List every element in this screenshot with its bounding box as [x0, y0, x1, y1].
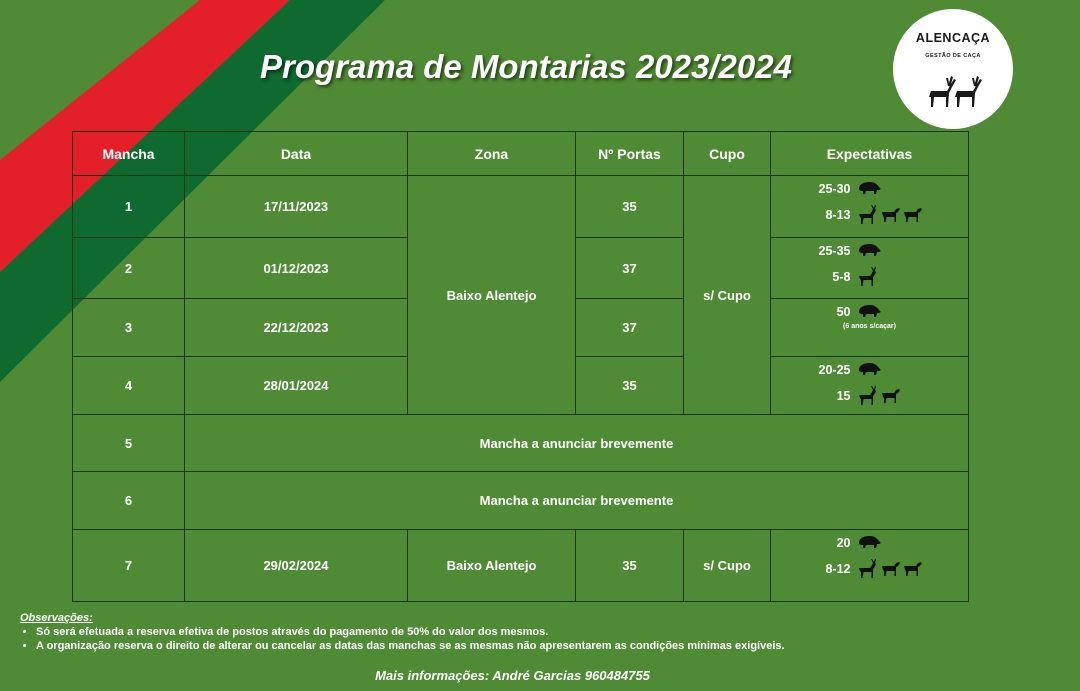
animal-icons — [857, 303, 931, 322]
deer-icon — [903, 206, 923, 225]
cell-cupo: s/ Cupo — [684, 176, 771, 415]
boar-icon — [857, 534, 881, 553]
expectativa-number: 20 — [836, 536, 851, 550]
boar-icon — [857, 180, 881, 199]
cell-portas: 37 — [576, 238, 684, 299]
stag-icon — [857, 385, 879, 408]
cell-announcement: Mancha a anunciar brevemente — [185, 415, 969, 472]
cell-expectativas — [771, 357, 969, 415]
cell-portas: 37 — [576, 299, 684, 357]
cell-mancha: 5 — [73, 415, 185, 472]
stag-icon — [857, 204, 879, 227]
observations — [20, 612, 785, 654]
expectativas-content — [771, 176, 968, 228]
montarias-table — [72, 131, 969, 602]
header-mancha: Mancha — [73, 132, 185, 176]
cell-data: 29/02/2024 — [185, 530, 408, 602]
observation-item: • Só será efetuada a reserva efetiva de postos através do pagamento de 50% do valor dos mesmos. — [36, 626, 785, 638]
cell-mancha: 1 — [73, 176, 185, 238]
boar-icon — [857, 303, 881, 322]
expectativa-line — [771, 202, 968, 228]
deer-icon — [881, 206, 901, 225]
animal-icons — [857, 242, 931, 261]
cell-portas: 35 — [576, 357, 684, 415]
expectativa-line — [771, 530, 968, 556]
deer-pair-icon — [921, 71, 985, 109]
cell-data: 17/11/2023 — [185, 176, 408, 238]
cell-data: 28/01/2024 — [185, 357, 408, 415]
stag-icon — [857, 266, 879, 289]
table-row — [73, 472, 969, 530]
logo-brand: ALENCAÇA — [915, 31, 991, 45]
expectativa-line — [771, 299, 968, 325]
expectativas-content — [771, 299, 968, 330]
expectativa-number: 25-35 — [818, 244, 851, 258]
header-expectativas: Expectativas — [771, 132, 969, 176]
cell-expectativas — [771, 176, 969, 238]
table-row — [73, 176, 969, 238]
page-title: Programa de Montarias 2023/2024 — [260, 48, 792, 85]
animal-icons — [857, 361, 931, 380]
cell-data: 22/12/2023 — [185, 299, 408, 357]
animal-icons — [857, 385, 931, 408]
expectativa-note: (6 anos s/caçar) — [843, 323, 896, 330]
stag-icon — [857, 558, 879, 581]
expectativa-number: 20-25 — [818, 363, 851, 377]
header-cupo: Cupo — [684, 132, 771, 176]
animal-icons — [857, 266, 931, 289]
cell-announcement: Mancha a anunciar brevemente — [185, 472, 969, 530]
boar-icon — [857, 361, 881, 380]
header-portas: Nº Portas — [576, 132, 684, 176]
cell-cupo: s/ Cupo — [684, 530, 771, 602]
cell-portas: 35 — [576, 176, 684, 238]
cell-data: 01/12/2023 — [185, 238, 408, 299]
expectativa-number: 15 — [836, 389, 851, 403]
expectativa-line — [771, 176, 968, 202]
expectativas-content — [771, 238, 968, 290]
animal-icons — [857, 534, 931, 553]
cell-zona: Baixo Alentejo — [408, 176, 576, 415]
expectativas-content — [771, 530, 968, 582]
cell-mancha: 3 — [73, 299, 185, 357]
cell-mancha: 7 — [73, 530, 185, 602]
table-row — [73, 530, 969, 602]
cell-expectativas — [771, 238, 969, 299]
expectativa-line — [771, 383, 968, 409]
cell-mancha: 2 — [73, 238, 185, 299]
header-zona: Zona — [408, 132, 576, 176]
deer-icon — [881, 387, 901, 406]
deer-icon — [903, 560, 923, 579]
cell-zona: Baixo Alentejo — [408, 530, 576, 602]
expectativa-number: 8-12 — [825, 562, 851, 576]
observations-title: Observações: — [20, 612, 93, 624]
expectativa-line — [771, 556, 968, 582]
animal-icons — [857, 558, 931, 581]
table-header-row — [73, 132, 969, 176]
expectativa-number: 25-30 — [818, 182, 851, 196]
animal-icons — [857, 204, 931, 227]
cell-portas: 35 — [576, 530, 684, 602]
deer-icon — [881, 560, 901, 579]
cell-mancha: 4 — [73, 357, 185, 415]
animal-icons — [857, 180, 931, 199]
boar-icon — [857, 242, 881, 261]
cell-expectativas — [771, 299, 969, 357]
expectativa-line — [771, 357, 968, 383]
expectativa-line — [771, 264, 968, 290]
observation-item: • A organização reserva o direito de alterar ou cancelar as datas das manchas se as mesmas não apresentarem as condições mínimas exigíveis. — [36, 640, 785, 652]
alencaca-logo — [893, 9, 1013, 129]
logo-subtitle: GESTÃO DE CAÇA — [925, 53, 981, 59]
expectativa-number: 8-13 — [825, 208, 851, 222]
cell-expectativas — [771, 530, 969, 602]
expectativa-number: 5-8 — [832, 270, 851, 284]
expectativa-line — [771, 238, 968, 264]
contact-info: Mais informações: André Garcias 960484755 — [375, 668, 650, 683]
table-row — [73, 415, 969, 472]
expectativa-number: 50 — [836, 305, 851, 319]
expectativas-content — [771, 357, 968, 409]
header-data: Data — [185, 132, 408, 176]
cell-mancha: 6 — [73, 472, 185, 530]
